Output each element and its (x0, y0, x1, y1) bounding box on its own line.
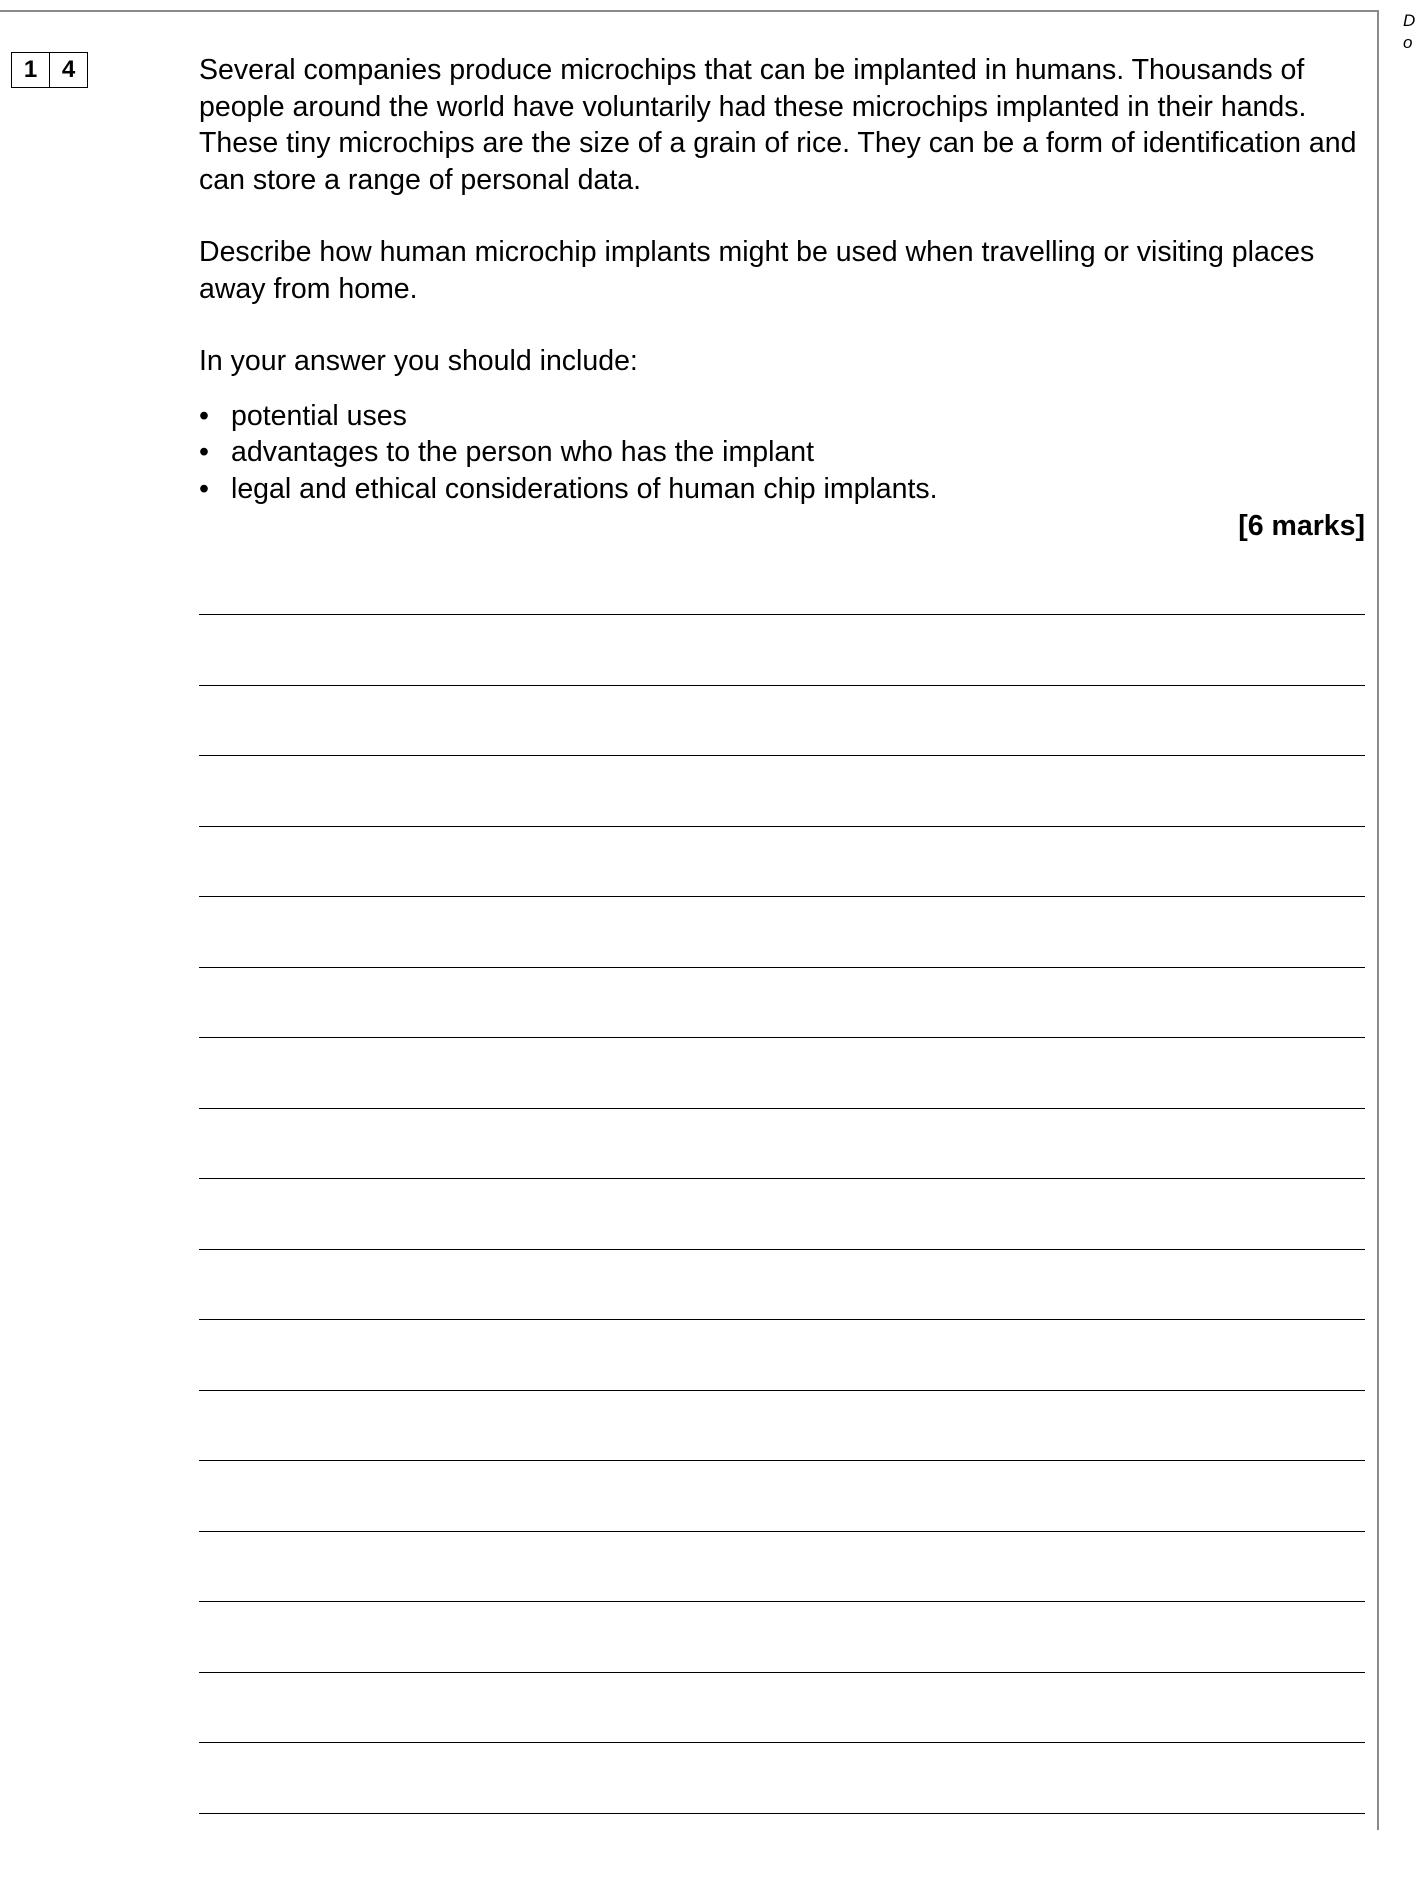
answer-line[interactable] (199, 1601, 1365, 1602)
margin-note-line-2: o (1403, 33, 1413, 52)
answer-line[interactable] (199, 1319, 1365, 1320)
guidance-item-advantages: • advantages to the person who has the implant (199, 434, 1365, 471)
answer-area[interactable] (199, 614, 1365, 1883)
page-right-margin-border (1377, 10, 1379, 1830)
question-number-digit-2: 4 (49, 53, 87, 87)
answer-line[interactable] (199, 1460, 1365, 1461)
answer-line[interactable] (199, 1037, 1365, 1038)
guidance-item-potential-uses: • potential uses (199, 398, 1365, 435)
answer-line[interactable] (199, 614, 1365, 615)
answer-line[interactable] (199, 1249, 1365, 1250)
answer-line[interactable] (199, 685, 1365, 686)
guidance-item-legal-ethical: • legal and ethical considerations of human chip implants. (199, 471, 1365, 508)
include-intro: In your answer you should include: (199, 345, 638, 377)
answer-line[interactable] (199, 967, 1365, 968)
answer-line[interactable] (199, 826, 1365, 827)
answer-line[interactable] (199, 755, 1365, 756)
page-top-border (0, 10, 1378, 12)
margin-note-line-1: D (1403, 11, 1416, 30)
marks-label: [6 marks] (1238, 510, 1365, 542)
answer-guidance-list (199, 398, 1365, 508)
question-task: Describe how human microchip implants might be used when travelling or visiting places away from home. (199, 236, 1315, 305)
answer-line[interactable] (199, 1672, 1365, 1673)
answer-line[interactable] (199, 1813, 1365, 1814)
answer-line[interactable] (199, 1531, 1365, 1532)
question-number-box (11, 52, 88, 88)
answer-line[interactable] (199, 1178, 1365, 1179)
question-number-digit-1: 1 (23, 56, 38, 83)
answer-line[interactable] (199, 1390, 1365, 1391)
question-stem: Several companies produce microchips that can be implanted in humans. Thousands of people around the world have voluntarily had these microchips implanted in their hands. These tiny microchips are the size of a grain of rice. They can be a form of identification and can store a range of personal data. (199, 54, 1357, 196)
answer-line[interactable] (199, 1108, 1365, 1109)
answer-line[interactable] (199, 896, 1365, 897)
question-body (199, 52, 1365, 545)
answer-line[interactable] (199, 1742, 1365, 1743)
margin-note (1403, 10, 1423, 54)
